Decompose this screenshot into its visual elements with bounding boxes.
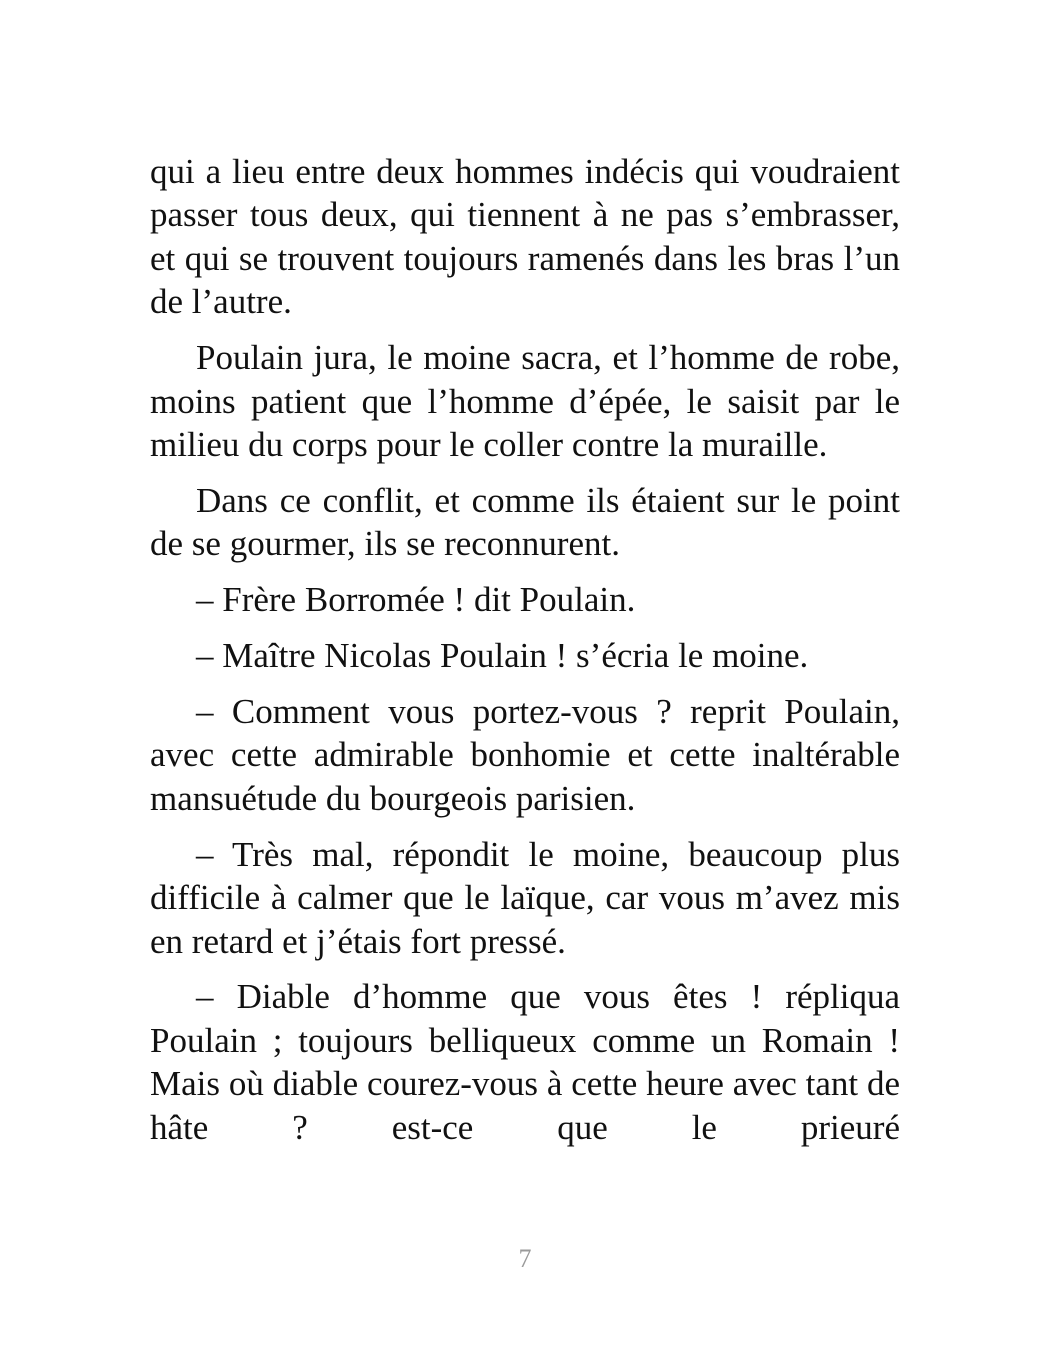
paragraph-1: qui a lieu entre deux hommes indécis qui voudraient passer tous deux, qui tiennent à ne pas s’embrasser, et qui se trouvent toujours ramenés dans les bras l’un de l’autre. bbox=[150, 152, 900, 322]
paragraph-7: – Très mal, répondit le moine, beaucoup plus difficile à calmer que le laïque, car vous m’avez mis en retard et j’étais fort pressé. bbox=[150, 834, 900, 961]
paragraph-4: – Frère Borromée ! dit Poulain. bbox=[196, 580, 636, 620]
page-number: 7 bbox=[518, 1244, 532, 1273]
paragraph-2: Poulain jura, le moine sacra, et l’homme de robe, moins patient que l’homme d’épée, le saisit par le milieu du corps pour le coller contre la muraille. bbox=[150, 338, 900, 464]
paragraph-5: – Maître Nicolas Poulain ! s’écria le moine. bbox=[196, 636, 809, 676]
paragraph-6: – Comment vous portez-vous ? reprit Poulain, avec cette admirable bonhomie et cette inaltérable mansuétude du bourgeois parisien. bbox=[150, 691, 900, 818]
paragraph-8: – Diable d’homme que vous êtes ! répliqua Poulain ; toujours belliqueux comme un Romain ! Mais où diable courez-vous à cette heure avec tant de hâte ? est-ce que le prieuré bbox=[150, 977, 900, 1147]
paragraph-3: Dans ce conflit, et comme ils étaient sur le point de se gourmer, ils se reconnurent. bbox=[150, 480, 900, 564]
page-body-text bbox=[150, 150, 900, 1149]
